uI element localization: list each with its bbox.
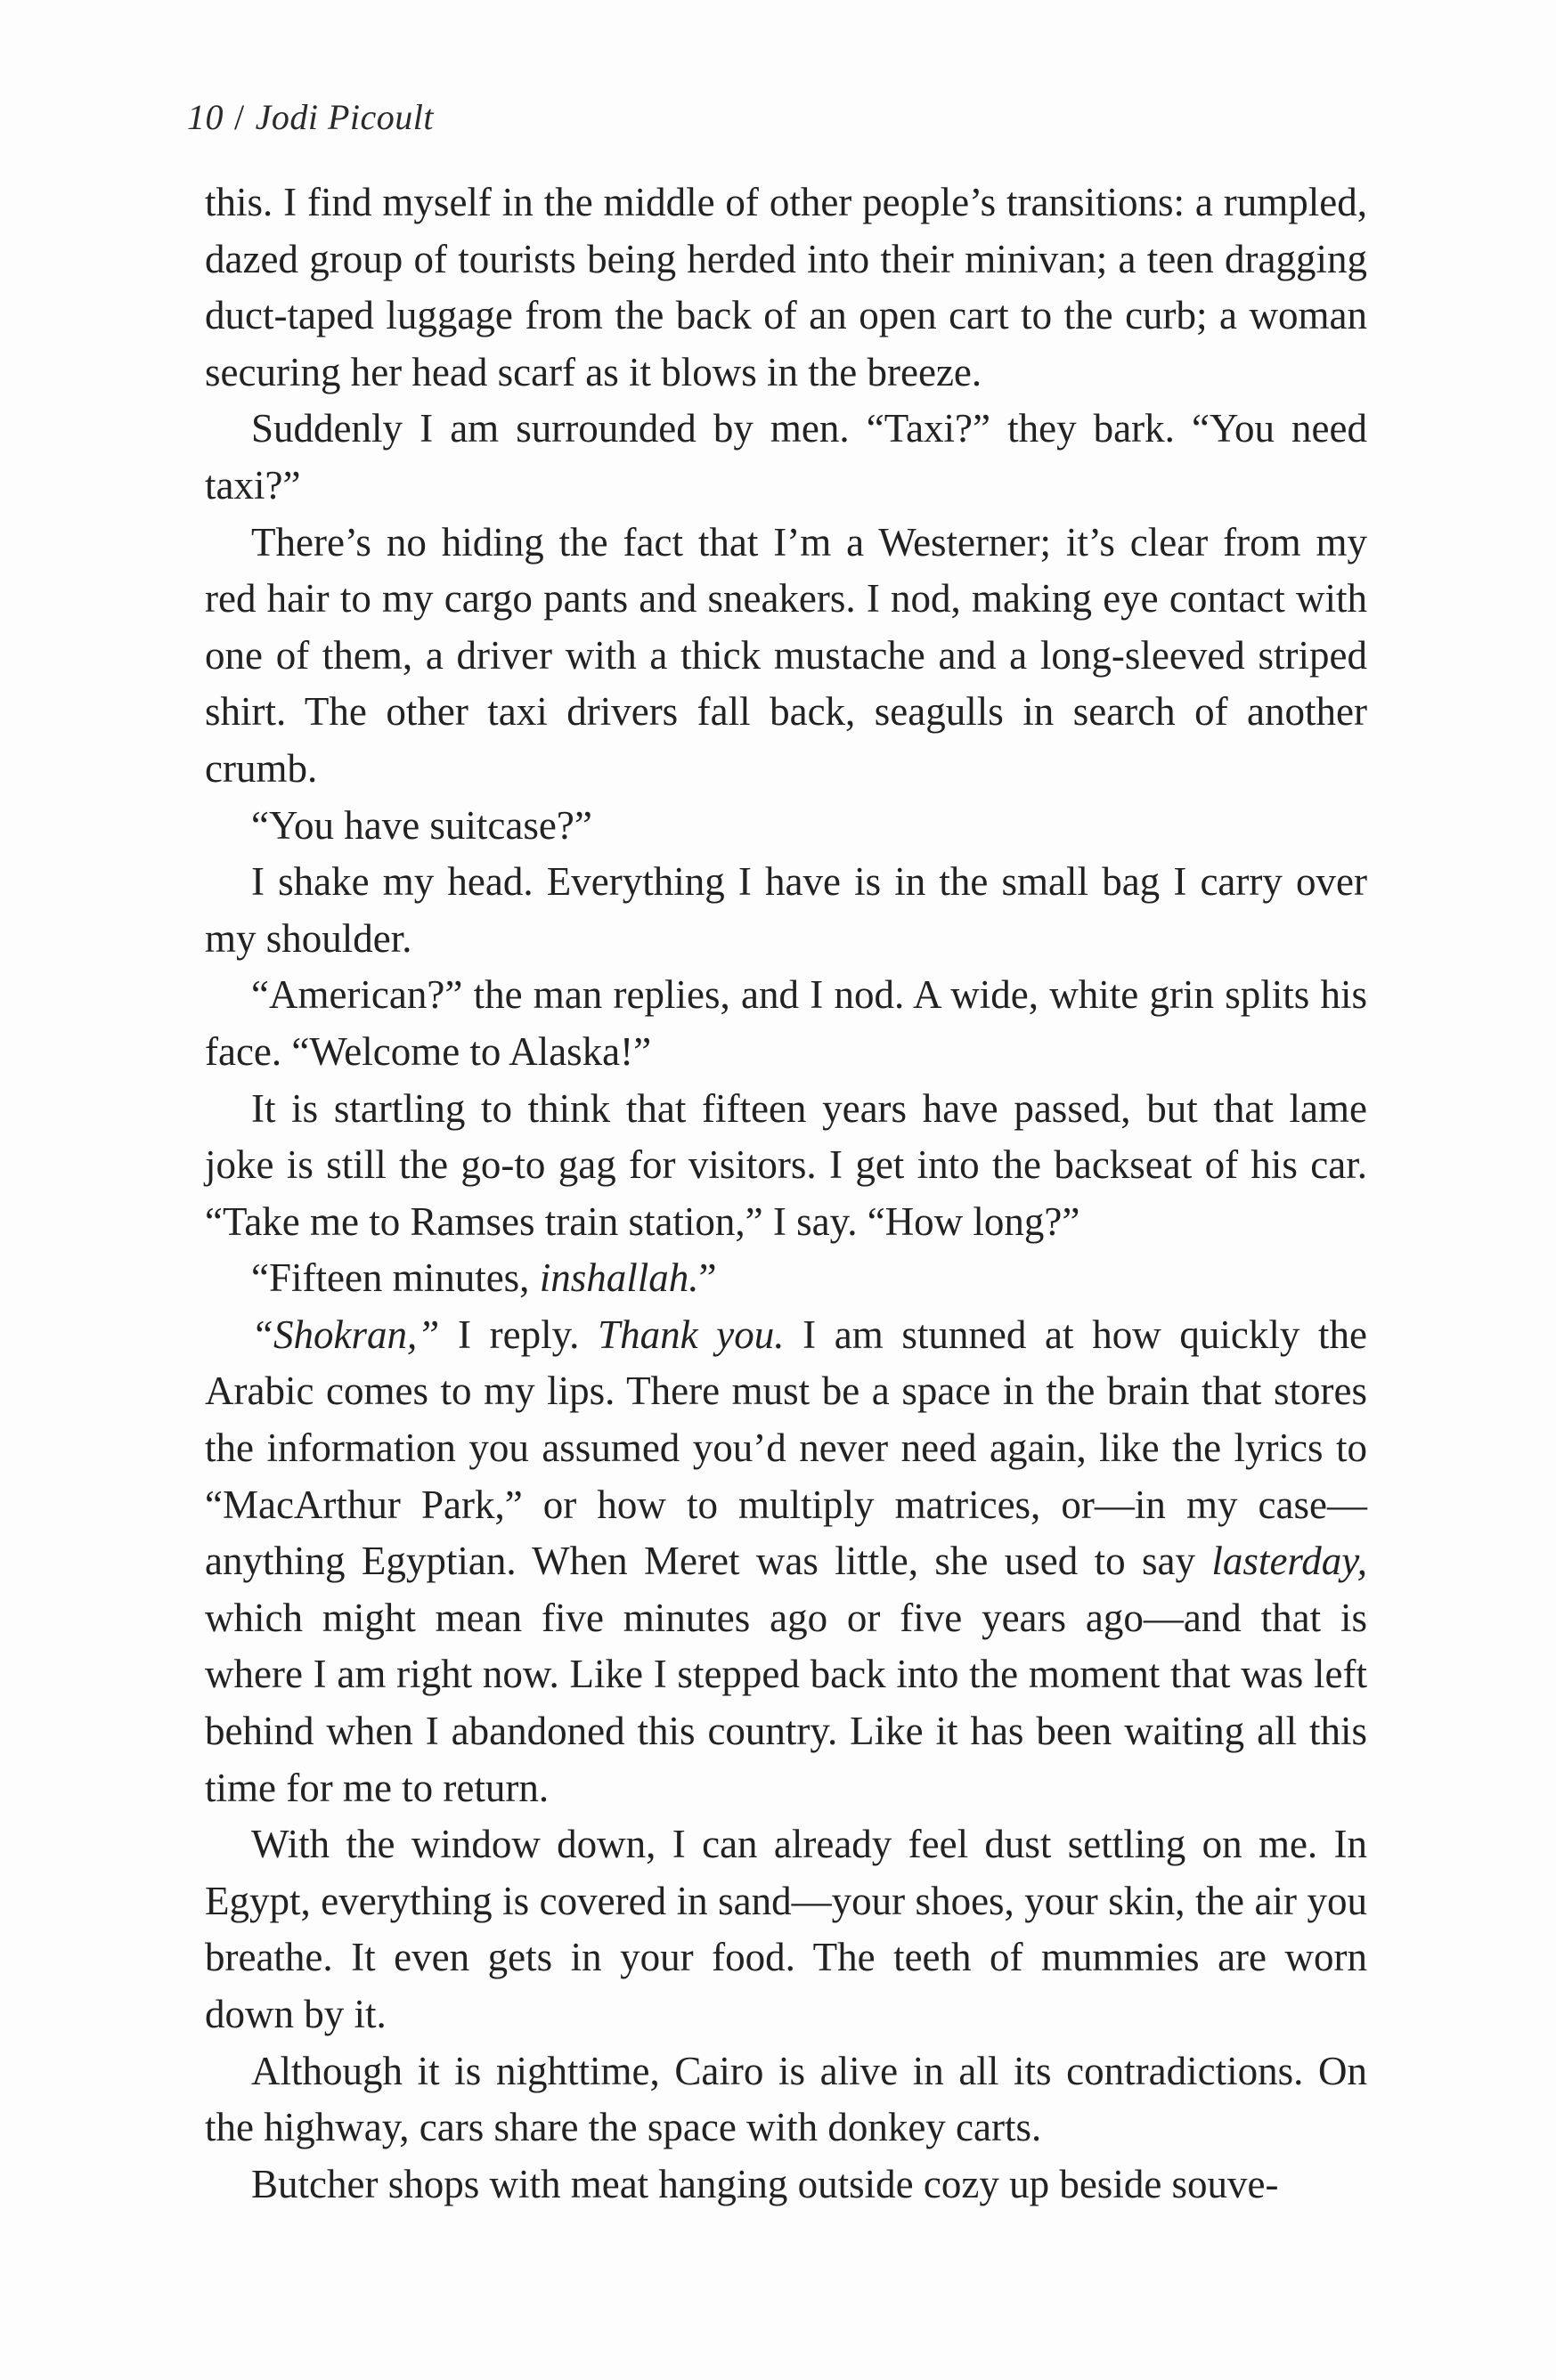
text-run: ” [698, 1255, 717, 1301]
italic-text: lasterday, [1211, 1539, 1367, 1584]
body-text [205, 175, 1367, 2213]
paragraph [205, 2157, 1367, 2213]
text-run: There’s no hiding the fact that I’m a Westerner; it’s clear from my red hair to my cargo pants and sneakers. I nod, making eye contact with one of them, a driver with a thick mustache and a long-sleeved striped shirt. The other taxi drivers fall back, seagulls in search of another crumb. [205, 519, 1367, 791]
paragraph [205, 1250, 1367, 1307]
header-separator: / [234, 97, 245, 137]
text-run: “American?” the man replies, and I nod. A wide, white grin splits his face. “Welcome to Alaska!” [205, 972, 1367, 1074]
paragraph [205, 967, 1367, 1080]
italic-text: Thank you. [598, 1312, 785, 1357]
paragraph [205, 175, 1367, 401]
paragraph [205, 515, 1367, 798]
page-number: 10 [187, 97, 224, 137]
text-run: I reply. [439, 1312, 599, 1357]
text-run: I am stunned at how quickly the Arabic comes to my lips. There must be a space in the brain that stores the information you assumed you’d never need again, like the lyrics to “MacArthur Park,” or how to multiply matrices, or—in my case—anything Egyptian. When Meret was little, she used to say [205, 1312, 1367, 1584]
text-run: “You have suitcase?” [251, 802, 592, 848]
text-run: With the window down, I can already feel dust settling on me. In Egypt, everything is covered in sand—your shoes, your skin, the air you breathe. It even gets in your food. The teeth of mummies are worn down by it. [205, 1822, 1367, 2036]
text-run: Suddenly I am surrounded by men. “Taxi?” they bark. “You need taxi?” [205, 406, 1367, 508]
paragraph [205, 401, 1367, 514]
paragraph [205, 2043, 1367, 2157]
paragraph [205, 854, 1367, 967]
author-name: Jodi Picoult [255, 97, 435, 137]
paragraph [205, 1307, 1367, 1816]
text-run: which might mean five minutes ago or five years ago—and that is where I am right now. Like I stepped back into the moment that was left behind when I abandoned this country. Like it has been waiting all this time for me to return. [205, 1595, 1367, 1810]
paragraph [205, 1816, 1367, 2043]
text-run: “Fifteen minutes, [251, 1255, 540, 1301]
text-run: It is startling to think that fifteen years have passed, but that lame joke is still the go-to gag for visitors. I get into the backseat of his car. “Take me to Ramses train station,” I say. “How long?” [205, 1085, 1367, 1244]
text-run: Although it is nighttime, Cairo is alive in all its contradictions. On the highway, cars share the space with donkey carts. [205, 2048, 1367, 2150]
running-head [187, 96, 434, 138]
text-run: Butcher shops with meat hanging outside cozy up beside souve- [251, 2161, 1279, 2206]
text-run: this. I find myself in the middle of other people’s transitions: a rumpled, dazed group of tourists being herded into their minivan; a teen dragging duct-taped luggage from the back of an open cart to the curb; a woman securing her head scarf as it blows in the breeze. [205, 180, 1367, 394]
paragraph [205, 798, 1367, 855]
italic-text: inshallah. [539, 1255, 699, 1301]
text-run: I shake my head. Everything I have is in the small bag I carry over my shoulder. [205, 859, 1367, 961]
italic-text: “Shokran,” [251, 1312, 440, 1357]
paragraph [205, 1081, 1367, 1251]
